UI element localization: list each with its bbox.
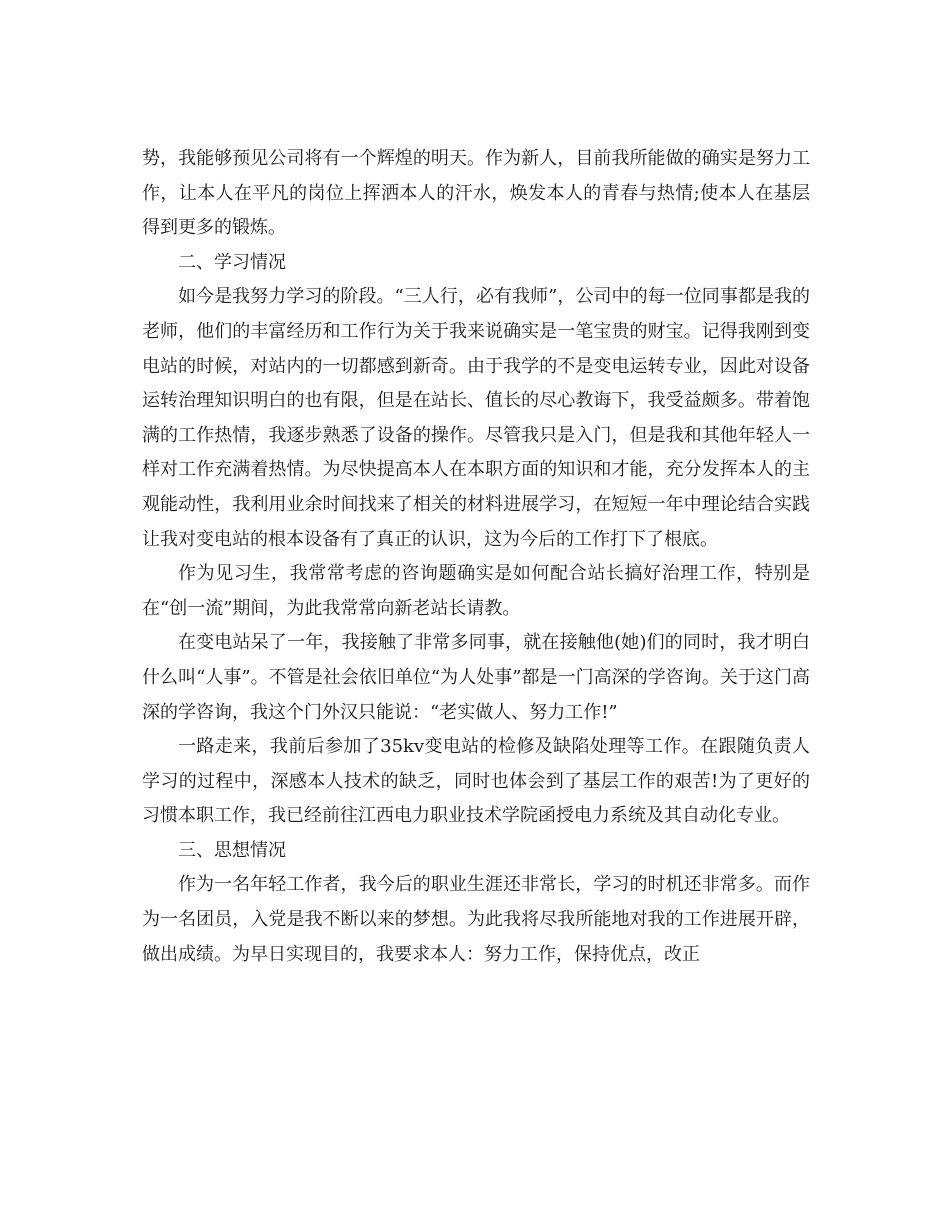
section-heading-study: 二、学习情况 [178,251,286,273]
paragraph-maintenance: 一路走来，我前后参加了35kv变电站的检修及缺陷处理等工作。在跟随负责人学习的过程中，深感本人技术的缺乏，同时也体会到了基层工作的艰苦!为了更好的习惯本职工作，我已经前往江西电力职业技术学院函授电力系统及其自动化专业。 [142,736,810,827]
paragraph-trainee: 作为见习生，我常常考虑的咨询题确实是如何配合站长搞好治理工作，特别是在“创一流”期间，为此我常常向新老站长请教。 [142,563,810,619]
paragraph-continuation: 势，我能够预见公司将有一个辉煌的明天。作为新人，目前我所能做的确实是努力工作，让本人在平凡的岗位上挥洒本人的汗水，焕发本人的青春与热情;使本人在基层得到更多的锻炼。 [142,148,810,239]
document-body [142,142,810,972]
paragraph-study-intro: 如今是我努力学习的阶段。“三人行，必有我师”，公司中的每一位同事都是我的老师，他们的丰富经历和工作行为关于我来说确实是一笔宝贵的财宝。记得我刚到变电站的时候，对站内的一切都感到新奇。由于我学的不是变电运转专业，因此对设备运转治理知识明白的也有限，但是在站长、值长的尽心教诲下，我受益颇多。带着饱满的工作热情，我逐步熟悉了设备的操作。尽管我只是入门，但是我和其他年轻人一样对工作充满着热情。为尽快提高本人在本职方面的知识和才能，充分发挥本人的主观能动性，我利用业余时间找来了相关的材料进展学习，在短短一年中理论结合实践让我对变电站的根本设备有了真正的认识，这为今后的工作打下了根底。 [142,286,810,550]
section-heading-thought: 三、思想情况 [178,839,286,861]
paragraph-career: 作为一名年轻工作者，我今后的职业生涯还非常长，学习的时机还非常多。而作为一名团员，入党是我不断以来的梦想。为此我将尽我所能地对我的工作进展开辟，做出成绩。为早日实现目的，我要求本人：努力工作，保持优点，改正 [142,874,810,965]
paragraph-colleagues: 在变电站呆了一年，我接触了非常多同事，就在接触他(她)们的同时，我才明白什么叫“人事”。不管是社会依旧单位“为人处事”都是一门高深的学咨询。关于这门高深的学咨询，我这个门外汉只能说：“老实做人、努力工作!” [142,632,810,723]
